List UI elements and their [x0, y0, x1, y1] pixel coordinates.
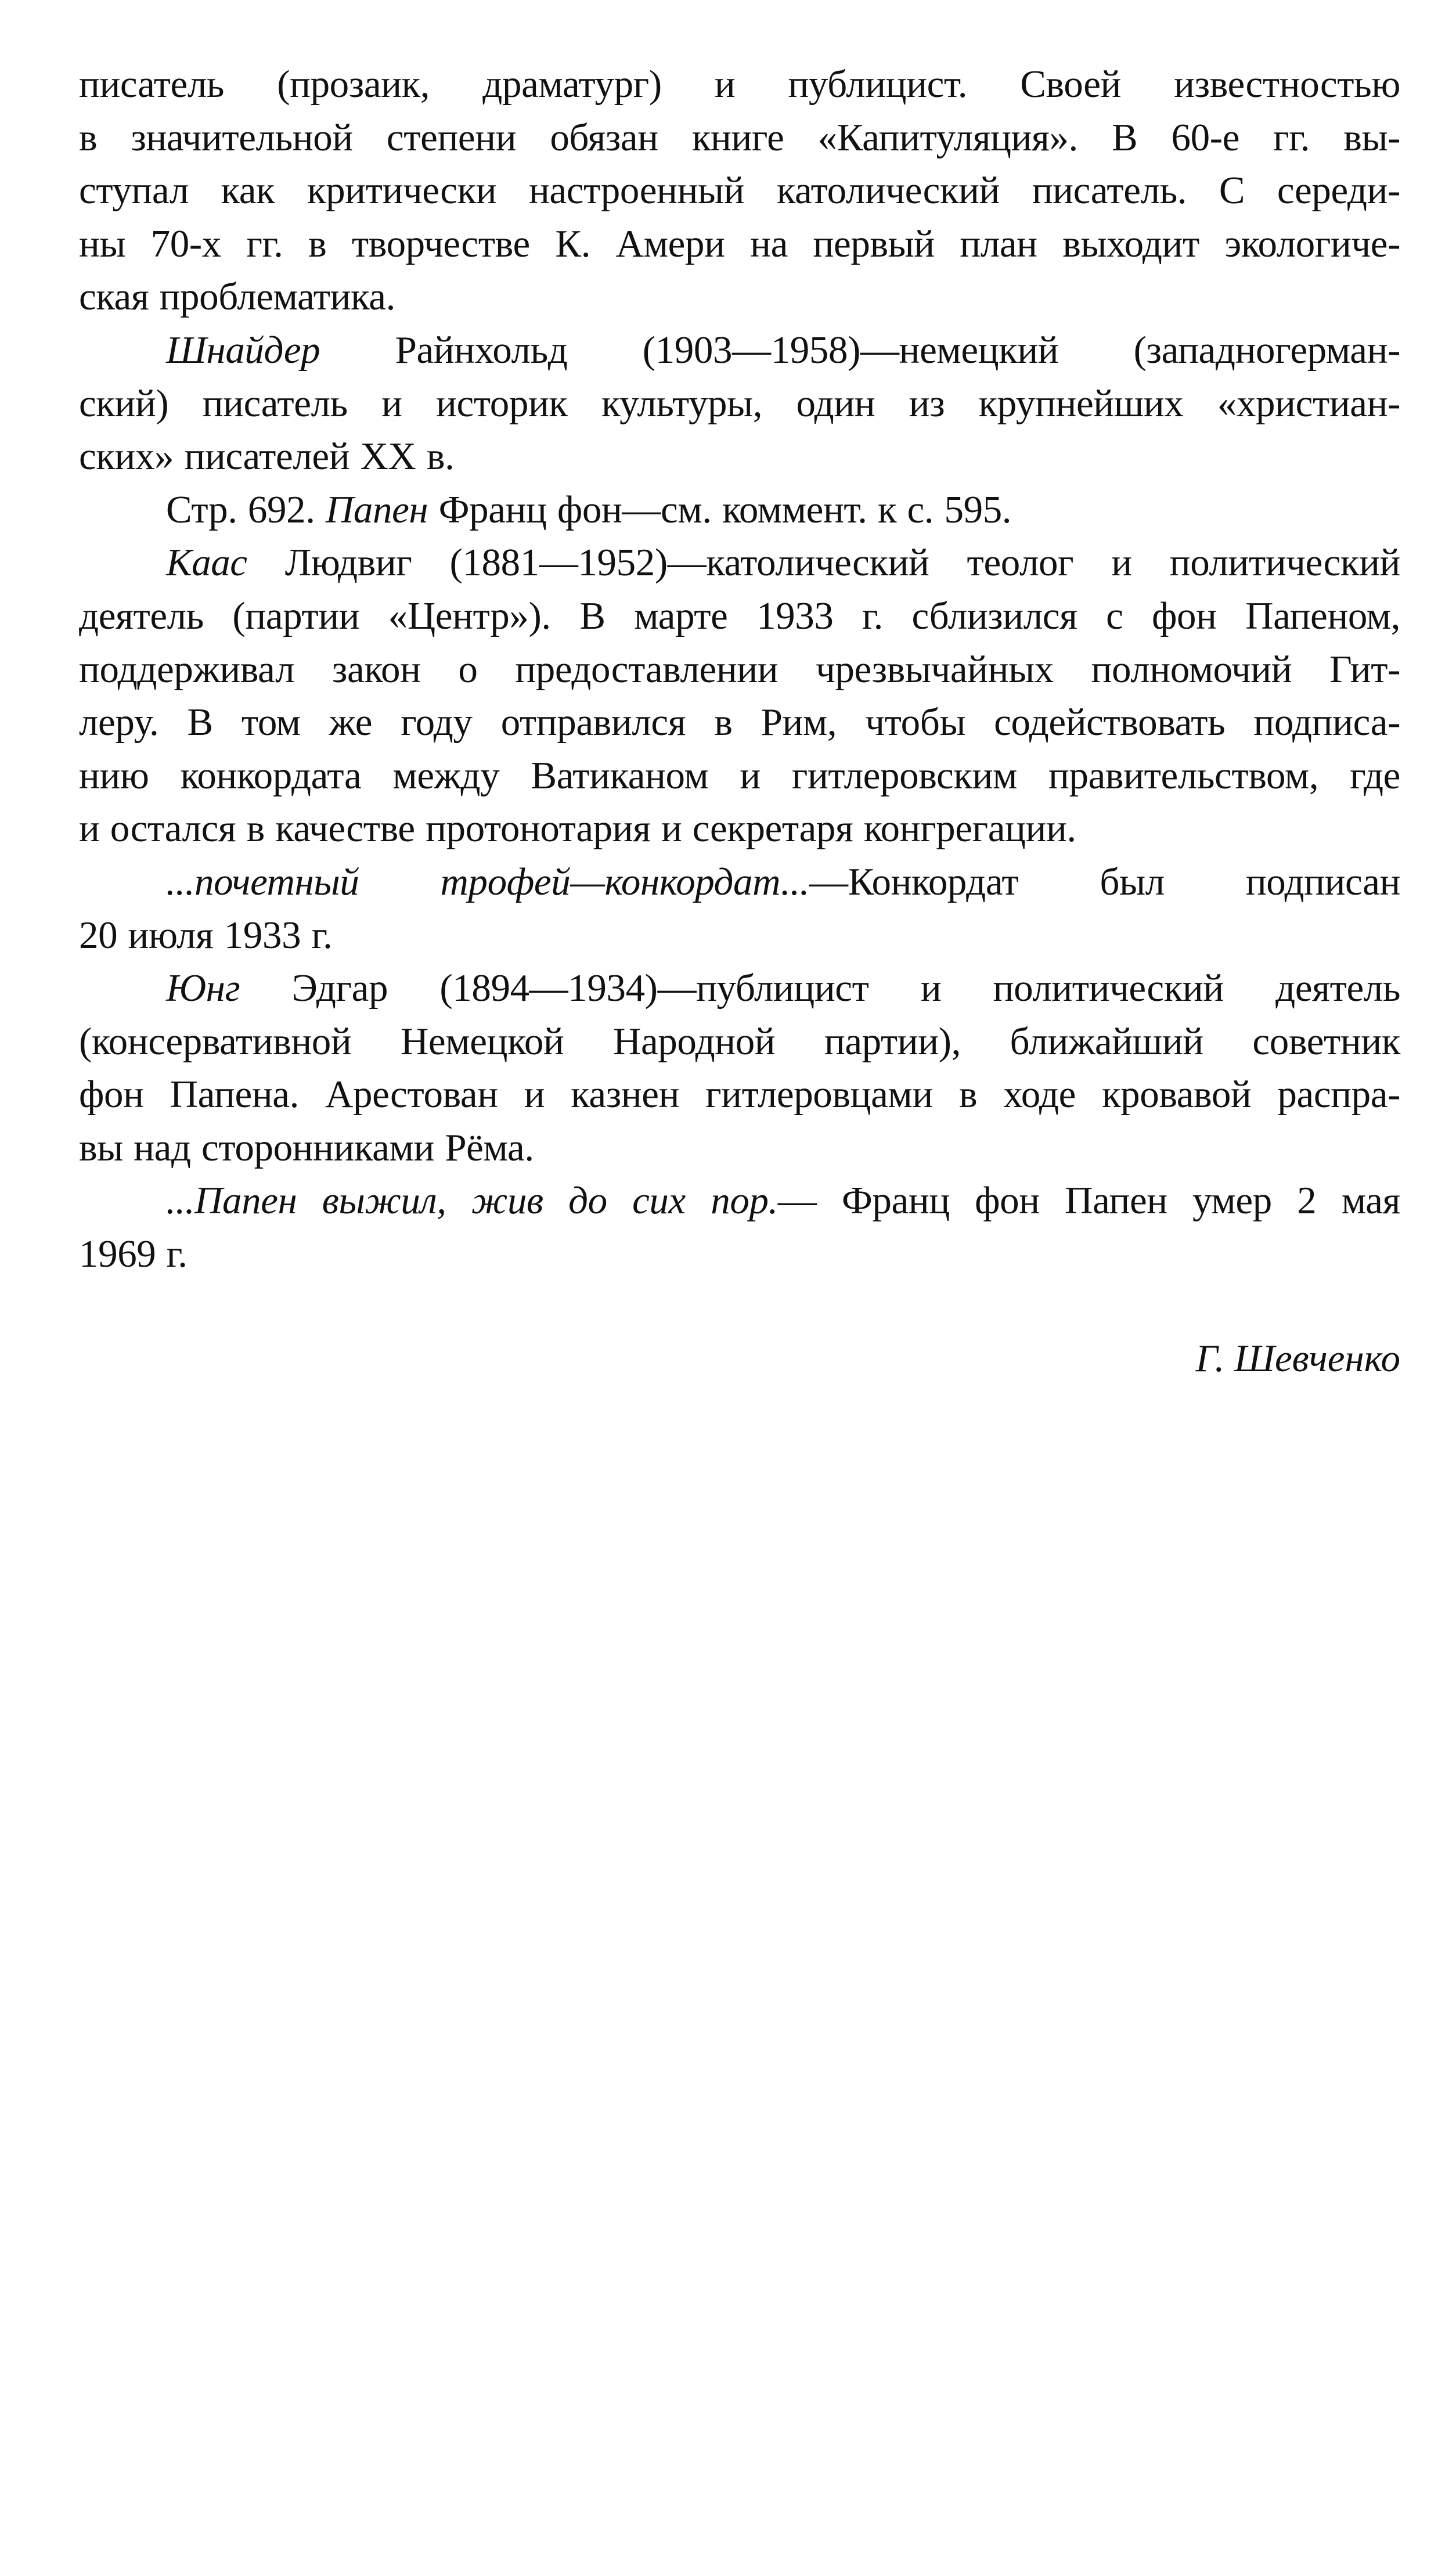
- text-line: [79, 430, 1400, 484]
- text-run: Райнхольд (1903—1958)—немецкий (западногерман-: [320, 328, 1400, 372]
- italic-term: Каас: [166, 541, 247, 585]
- italic-term: ...Папен выжил, жив до сих пор.: [166, 1179, 778, 1223]
- text-run: Эдгар (1894—1934)—публицист и политический деятель: [240, 967, 1400, 1010]
- text-run: 1969 г.: [79, 1232, 188, 1276]
- italic-term: Шнайдер: [166, 328, 320, 372]
- text-line: [79, 856, 1400, 909]
- paragraph: [79, 324, 1400, 484]
- text-line: [79, 1068, 1400, 1122]
- text-run: деятель (партии «Центр»). В марте 1933 г. сблизился с фон Папеном,: [79, 594, 1400, 637]
- text-line: [79, 484, 1400, 537]
- text-line: [79, 58, 1400, 111]
- commentary-text: [79, 58, 1400, 1281]
- text-line: [79, 643, 1400, 697]
- paragraph: [79, 536, 1400, 856]
- text-run: ны 70-х гг. в творчестве К. Амери на первый план выходит экологиче-: [79, 222, 1400, 265]
- paragraph: [79, 484, 1400, 537]
- text-line: [79, 111, 1400, 165]
- paragraph: [79, 58, 1400, 324]
- author-signature: Г. Шевченко: [1195, 1336, 1400, 1380]
- text-run: Стр. 692.: [166, 488, 326, 531]
- text-line: [79, 271, 1400, 324]
- text-line: [79, 536, 1400, 590]
- text-run: леру. В том же году отправился в Рим, чтобы содействовать подписа-: [79, 701, 1400, 744]
- text-run: ступал как критически настроенный католический писатель. С середи-: [79, 169, 1400, 212]
- text-run: Франц фон—см. коммент. к с. 595.: [428, 488, 1012, 531]
- text-run: ская проблематика.: [79, 275, 395, 319]
- text-run: фон Папена. Арестован и казнен гитлеровцами в ходе кровавой распра-: [79, 1073, 1400, 1116]
- text-run: 20 июля 1933 г.: [79, 913, 333, 957]
- paragraph: [79, 1174, 1400, 1281]
- text-line: [79, 164, 1400, 218]
- text-run: Людвиг (1881—1952)—католический теолог и политический: [247, 541, 1400, 585]
- paragraph: [79, 962, 1400, 1174]
- text-line: [79, 1174, 1400, 1228]
- italic-term: ...почетный трофей—конкордат...: [166, 860, 809, 903]
- text-line: [79, 962, 1400, 1015]
- paragraph: [79, 856, 1400, 962]
- text-line: [79, 909, 1400, 963]
- text-run: в значительной степени обязан книге «Капитуляция». В 60-е гг. вы-: [79, 116, 1400, 159]
- text-line: [79, 1228, 1400, 1281]
- text-run: ских» писателей XX в.: [79, 435, 455, 478]
- text-run: и остался в качестве протонотария и секретаря конгрегации.: [79, 807, 1076, 850]
- text-run: поддерживал закон о предоставлении чрезвычайных полномочий Гит-: [79, 647, 1400, 691]
- text-run: писатель (прозаик, драматург) и публицист. Своей известностью: [79, 63, 1400, 106]
- text-run: вы над сторонниками Рёма.: [79, 1126, 534, 1169]
- text-line: [79, 590, 1400, 643]
- text-line: [79, 1122, 1400, 1175]
- text-run: — Франц фон Папен умер 2 мая: [777, 1179, 1400, 1223]
- text-line: [79, 802, 1400, 856]
- italic-term: Юнг: [166, 967, 240, 1010]
- text-run: —Конкордат был подписан: [809, 860, 1400, 903]
- text-line: [79, 324, 1400, 377]
- text-line: [79, 1015, 1400, 1069]
- text-line: [79, 696, 1400, 749]
- text-line: [79, 218, 1400, 271]
- text-line: [79, 749, 1400, 803]
- text-line: [79, 377, 1400, 431]
- italic-term: Папен: [325, 488, 428, 531]
- text-run: ский) писатель и историк культуры, один из крупнейших «христиан-: [79, 381, 1400, 425]
- document-page: [79, 58, 1400, 1385]
- text-run: (консервативной Немецкой Народной партии), ближайший советник: [79, 1019, 1400, 1063]
- text-run: нию конкордата между Ватиканом и гитлеровским правительством, где: [79, 754, 1400, 797]
